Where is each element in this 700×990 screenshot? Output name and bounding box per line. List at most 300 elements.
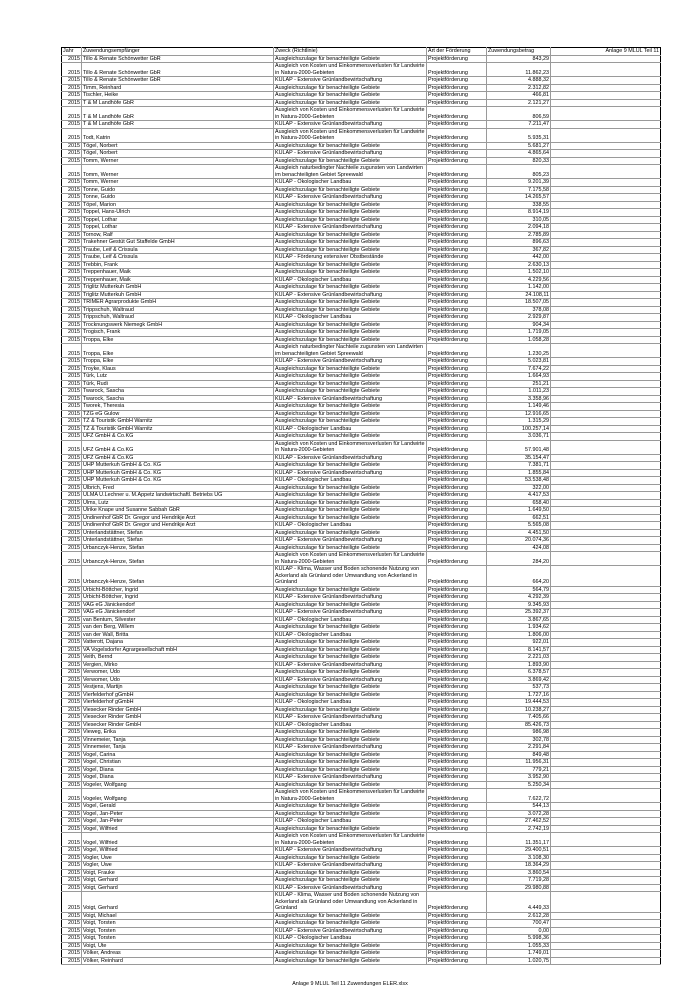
cell-recipient: Tillo & Renate Schönwetter GbR bbox=[82, 55, 274, 63]
cell-amount: 3.072,28 bbox=[487, 810, 551, 818]
cell-empty bbox=[551, 477, 661, 485]
cell-purpose: KULAP - Ökologischer Landbau bbox=[274, 314, 427, 322]
cell-recipient: Türk, Rudi bbox=[82, 380, 274, 388]
column-header-funding-type: Art der Förderung bbox=[427, 48, 487, 56]
cell-recipient: UHP Mutterkuh GmbH & Co. KG bbox=[82, 462, 274, 470]
cell-funding-type: Projektförderung bbox=[427, 833, 487, 847]
cell-empty bbox=[551, 239, 661, 247]
cell-amount: 1.649,50 bbox=[487, 507, 551, 515]
cell-recipient: Twarock, Sascha bbox=[82, 388, 274, 396]
cell-empty bbox=[551, 877, 661, 885]
cell-recipient: Vinnemeier, Tanja bbox=[82, 744, 274, 752]
cell-year: 2015 bbox=[62, 321, 82, 329]
cell-purpose: KULAP - Extensive Grünlandbewirtschaftung bbox=[274, 661, 427, 669]
table-row bbox=[62, 825, 661, 833]
cell-year: 2015 bbox=[62, 833, 82, 847]
cell-amount: 1.058,28 bbox=[487, 336, 551, 344]
cell-purpose: Ausgleichszulage für benachteiligte Gebiete bbox=[274, 239, 427, 247]
cell-amount: 302,78 bbox=[487, 736, 551, 744]
cell-funding-type: Projektförderung bbox=[427, 594, 487, 602]
cell-empty bbox=[551, 684, 661, 692]
cell-funding-type: Projektförderung bbox=[427, 714, 487, 722]
cell-year: 2015 bbox=[62, 818, 82, 826]
cell-empty bbox=[551, 699, 661, 707]
cell-recipient: Vergien, Mirko bbox=[82, 661, 274, 669]
cell-recipient: Trebbin, Frank bbox=[82, 261, 274, 269]
cell-year: 2015 bbox=[62, 299, 82, 307]
cell-recipient: Viesecker Rinder GmbH bbox=[82, 706, 274, 714]
table-row bbox=[62, 194, 661, 202]
cell-purpose: Ausgleich von Kosten und Einkommensverlusten für Landwirte in Natura-2000-Gebieten bbox=[275, 552, 425, 565]
cell-recipient: Verwomer, Udo bbox=[82, 676, 274, 684]
cell-amount: 18.507,05 bbox=[487, 299, 551, 307]
table-row bbox=[62, 410, 661, 418]
cell-empty bbox=[551, 529, 661, 537]
cell-purpose: KULAP - Extensive Grünlandbewirtschaftung bbox=[274, 927, 427, 935]
cell-recipient: VAG eG Jänickendorf bbox=[82, 609, 274, 617]
cell-purpose: Ausgleichszulage für benachteiligte Gebiete bbox=[274, 462, 427, 470]
cell-amount: 779,21 bbox=[487, 766, 551, 774]
cell-empty bbox=[551, 751, 661, 759]
cell-recipient: Treppenhauer, Maik bbox=[82, 269, 274, 277]
cell-year: 2015 bbox=[62, 336, 82, 344]
cell-empty bbox=[551, 566, 661, 587]
cell-amount: 1.749,01 bbox=[487, 950, 551, 958]
cell-funding-type: Projektförderung bbox=[427, 789, 487, 803]
cell-amount: 4.229,56 bbox=[487, 276, 551, 284]
table-row bbox=[62, 418, 661, 426]
cell-funding-type: Projektförderung bbox=[427, 774, 487, 782]
cell-funding-type: Projektförderung bbox=[427, 246, 487, 254]
cell-purpose: Ausgleichszulage für benachteiligte Gebiete bbox=[274, 269, 427, 277]
cell-year: 2015 bbox=[62, 492, 82, 500]
cell-recipient: Vogel, Jan-Peter bbox=[82, 810, 274, 818]
table-row bbox=[62, 165, 661, 179]
cell-purpose: Ausgleichszulage für benachteiligte Gebiete bbox=[274, 261, 427, 269]
cell-purpose: KULAP - Klima, Wasser und Boden schonende Nutzung von Ackerland als Grünland oder Umwandlung von Ackerland in Grünland bbox=[274, 566, 427, 587]
table-row bbox=[62, 706, 661, 714]
cell-year: 2015 bbox=[62, 699, 82, 707]
cell-funding-type: Projektförderung bbox=[427, 869, 487, 877]
table-row bbox=[62, 299, 661, 307]
table-row bbox=[62, 869, 661, 877]
cell-amount: 700,47 bbox=[487, 920, 551, 928]
cell-amount: 3.036,71 bbox=[487, 433, 551, 441]
cell-empty bbox=[551, 388, 661, 396]
cell-year: 2015 bbox=[62, 403, 82, 411]
cell-recipient: Tomm, Werner bbox=[82, 165, 274, 179]
cell-funding-type: Projektförderung bbox=[427, 306, 487, 314]
cell-purpose: Ausgleichszulage für benachteiligte Gebiete bbox=[274, 492, 427, 500]
cell-empty bbox=[551, 774, 661, 782]
cell-funding-type: Projektförderung bbox=[427, 121, 487, 129]
cell-empty bbox=[551, 55, 661, 63]
cell-amount: 7.719,28 bbox=[487, 877, 551, 885]
table-row bbox=[62, 774, 661, 782]
cell-purpose: KULAP - Extensive Grünlandbewirtschaftung bbox=[274, 537, 427, 545]
cell-amount: 378,08 bbox=[487, 306, 551, 314]
cell-funding-type: Projektförderung bbox=[427, 99, 487, 107]
cell-purpose: KULAP - Extensive Grünlandbewirtschaftung bbox=[274, 862, 427, 870]
table-row bbox=[62, 121, 661, 129]
cell-amount: 806,59 bbox=[487, 107, 551, 121]
cell-funding-type: Projektförderung bbox=[427, 818, 487, 826]
cell-empty bbox=[551, 884, 661, 892]
cell-empty bbox=[551, 329, 661, 337]
cell-year: 2015 bbox=[62, 269, 82, 277]
cell-purpose: KULAP - Extensive Grünlandbewirtschaftung bbox=[274, 224, 427, 232]
cell-funding-type: Projektförderung bbox=[427, 440, 487, 454]
cell-recipient: Vogel, Diana bbox=[82, 766, 274, 774]
cell-empty bbox=[551, 418, 661, 426]
cell-empty bbox=[551, 544, 661, 552]
cell-empty bbox=[551, 194, 661, 202]
cell-year: 2015 bbox=[62, 736, 82, 744]
cell-recipient: Troppa, Elke bbox=[82, 344, 274, 358]
cell-empty bbox=[551, 433, 661, 441]
funding-table-body bbox=[62, 48, 661, 965]
cell-amount: 3.108,30 bbox=[487, 854, 551, 862]
cell-purpose: Ausgleichszulage für benachteiligte Gebiete bbox=[274, 388, 427, 396]
cell-purpose: Ausgleichszulage für benachteiligte Gebiete bbox=[274, 869, 427, 877]
cell-year: 2015 bbox=[62, 507, 82, 515]
cell-amount: 10.238,27 bbox=[487, 706, 551, 714]
cell-empty bbox=[551, 594, 661, 602]
table-row bbox=[62, 631, 661, 639]
table-row bbox=[62, 616, 661, 624]
cell-recipient: TZ & Touristik GmbH Warnitz bbox=[82, 418, 274, 426]
cell-funding-type: Projektförderung bbox=[427, 201, 487, 209]
table-row bbox=[62, 586, 661, 594]
cell-funding-type: Projektförderung bbox=[427, 314, 487, 322]
table-row bbox=[62, 789, 661, 803]
cell-funding-type: Projektförderung bbox=[427, 499, 487, 507]
cell-empty bbox=[551, 942, 661, 950]
table-row bbox=[62, 766, 661, 774]
cell-recipient: UFZ GmbH & Co.KG bbox=[82, 454, 274, 462]
cell-year: 2015 bbox=[62, 862, 82, 870]
cell-year: 2015 bbox=[62, 373, 82, 381]
cell-recipient: Vieweg, Erika bbox=[82, 729, 274, 737]
cell-funding-type: Projektförderung bbox=[427, 477, 487, 485]
cell-empty bbox=[551, 336, 661, 344]
cell-recipient: Tischler, Heike bbox=[82, 92, 274, 100]
table-row bbox=[62, 484, 661, 492]
table-row bbox=[62, 261, 661, 269]
cell-recipient: Voigt, Michael bbox=[82, 912, 274, 920]
cell-amount: 11.862,23 bbox=[487, 63, 551, 77]
cell-purpose: Ausgleichszulage für benachteiligte Gebiete bbox=[274, 99, 427, 107]
cell-year: 2015 bbox=[62, 157, 82, 165]
cell-empty bbox=[551, 107, 661, 121]
table-row bbox=[62, 654, 661, 662]
cell-purpose: KULAP - Extensive Grünlandbewirtschaftung bbox=[274, 676, 427, 684]
cell-amount: 338,55 bbox=[487, 201, 551, 209]
cell-purpose: Ausgleichszulage für benachteiligte Gebiete bbox=[274, 84, 427, 92]
cell-amount: 5.998,36 bbox=[487, 935, 551, 943]
table-row bbox=[62, 380, 661, 388]
cell-year: 2015 bbox=[62, 594, 82, 602]
cell-amount: 4.449,33 bbox=[487, 892, 551, 913]
cell-funding-type: Projektförderung bbox=[427, 729, 487, 737]
table-row bbox=[62, 729, 661, 737]
cell-empty bbox=[551, 654, 661, 662]
column-header-purpose: Zweck (Richtlinie) bbox=[274, 48, 427, 56]
cell-amount: 14.265,57 bbox=[487, 194, 551, 202]
column-header-recipient: Zuwendungsempfänger bbox=[82, 48, 274, 56]
table-row bbox=[62, 462, 661, 470]
table-row bbox=[62, 935, 661, 943]
cell-funding-type: Projektförderung bbox=[427, 291, 487, 299]
cell-recipient: Urbanczyk-Henze, Stefan bbox=[82, 544, 274, 552]
cell-recipient: Ulrike Knape und Susanne Sabbah GbR bbox=[82, 507, 274, 515]
cell-purpose: Ausgleichszulage für benachteiligte Gebiete bbox=[274, 186, 427, 194]
table-row bbox=[62, 344, 661, 358]
cell-purpose: Ausgleichszulage für benachteiligte Gebiete bbox=[274, 321, 427, 329]
cell-year: 2015 bbox=[62, 950, 82, 958]
cell-purpose: Ausgleichszulage für benachteiligte Gebiete bbox=[274, 507, 427, 515]
cell-recipient: Undinenhof GbR Dr. Gregor und Hendrikje Arzt bbox=[82, 514, 274, 522]
cell-amount: 2.630,13 bbox=[487, 261, 551, 269]
cell-empty bbox=[551, 142, 661, 150]
cell-recipient: Trocknungswerk Niemegk GmbH bbox=[82, 321, 274, 329]
cell-funding-type: Projektförderung bbox=[427, 920, 487, 928]
cell-amount: 29.980,88 bbox=[487, 884, 551, 892]
cell-recipient: van den Berg, Willem bbox=[82, 624, 274, 632]
cell-purpose: Ausgleichszulage für benachteiligte Gebiete bbox=[274, 803, 427, 811]
cell-empty bbox=[551, 150, 661, 158]
cell-purpose: KULAP - Ökologischer Landbau bbox=[274, 425, 427, 433]
cell-funding-type: Projektförderung bbox=[427, 669, 487, 677]
cell-amount: 11.956,31 bbox=[487, 759, 551, 767]
table-row bbox=[62, 150, 661, 158]
cell-purpose: Ausgleichszulage für benachteiligte Gebiete bbox=[274, 55, 427, 63]
cell-empty bbox=[551, 927, 661, 935]
cell-empty bbox=[551, 373, 661, 381]
table-row bbox=[62, 254, 661, 262]
cell-recipient: Töpel, Marion bbox=[82, 201, 274, 209]
cell-funding-type: Projektförderung bbox=[427, 601, 487, 609]
cell-purpose: Ausgleichszulage für benachteiligte Gebiete bbox=[274, 157, 427, 165]
table-row bbox=[62, 373, 661, 381]
cell-purpose: KULAP - Extensive Grünlandbewirtschaftung bbox=[274, 609, 427, 617]
cell-year: 2015 bbox=[62, 957, 82, 965]
table-row bbox=[62, 862, 661, 870]
cell-funding-type: Projektförderung bbox=[427, 321, 487, 329]
cell-purpose: KULAP - Ökologischer Landbau bbox=[274, 699, 427, 707]
cell-year: 2015 bbox=[62, 942, 82, 950]
cell-amount: 5.023,81 bbox=[487, 358, 551, 366]
cell-purpose: Ausgleichszulage für benachteiligte Gebiete bbox=[274, 825, 427, 833]
table-row bbox=[62, 469, 661, 477]
cell-year: 2015 bbox=[62, 529, 82, 537]
table-row bbox=[62, 609, 661, 617]
cell-purpose: Ausgleichszulage für benachteiligte Gebiete bbox=[274, 950, 427, 958]
cell-recipient: Treppenhauer, Maik bbox=[82, 276, 274, 284]
table-row bbox=[62, 492, 661, 500]
cell-empty bbox=[551, 646, 661, 654]
cell-year: 2015 bbox=[62, 291, 82, 299]
cell-empty bbox=[551, 92, 661, 100]
table-row bbox=[62, 403, 661, 411]
cell-empty bbox=[551, 246, 661, 254]
cell-year: 2015 bbox=[62, 224, 82, 232]
table-row bbox=[62, 224, 661, 232]
cell-purpose: Ausgleichszulage für benachteiligte Gebiete bbox=[274, 484, 427, 492]
cell-year: 2015 bbox=[62, 388, 82, 396]
cell-year: 2015 bbox=[62, 63, 82, 77]
cell-amount: 849,48 bbox=[487, 751, 551, 759]
cell-year: 2015 bbox=[62, 884, 82, 892]
cell-year: 2015 bbox=[62, 484, 82, 492]
cell-purpose: Ausgleichszulage für benachteiligte Gebiete bbox=[274, 380, 427, 388]
cell-purpose: KULAP - Ökologischer Landbau bbox=[274, 935, 427, 943]
cell-purpose: Ausgleichszulage für benachteiligte Gebiete bbox=[274, 142, 427, 150]
cell-purpose: Ausgleich von Kosten und Einkommensverlusten für Landwirte in Natura-2000-Gebieten bbox=[275, 833, 425, 846]
cell-purpose: KULAP - Extensive Grünlandbewirtschaftung bbox=[274, 454, 427, 462]
table-row bbox=[62, 276, 661, 284]
cell-empty bbox=[551, 920, 661, 928]
cell-recipient: VA Vogelsdorfer Agrargesellschaft mbH bbox=[82, 646, 274, 654]
cell-funding-type: Projektförderung bbox=[427, 179, 487, 187]
cell-amount: 1.855,84 bbox=[487, 469, 551, 477]
table-row bbox=[62, 751, 661, 759]
cell-empty bbox=[551, 299, 661, 307]
cell-amount: 2.312,82 bbox=[487, 84, 551, 92]
cell-amount: 466,81 bbox=[487, 92, 551, 100]
cell-funding-type: Projektförderung bbox=[427, 877, 487, 885]
cell-amount: 2.612,28 bbox=[487, 912, 551, 920]
cell-empty bbox=[551, 380, 661, 388]
cell-empty bbox=[551, 403, 661, 411]
cell-year: 2015 bbox=[62, 469, 82, 477]
table-row bbox=[62, 661, 661, 669]
cell-year: 2015 bbox=[62, 239, 82, 247]
cell-year: 2015 bbox=[62, 77, 82, 85]
cell-funding-type: Projektförderung bbox=[427, 433, 487, 441]
cell-funding-type: Projektförderung bbox=[427, 128, 487, 142]
cell-recipient: Vatterott, Dajana bbox=[82, 639, 274, 647]
cell-recipient: Troppa, Elke bbox=[82, 358, 274, 366]
cell-empty bbox=[551, 314, 661, 322]
cell-funding-type: Projektförderung bbox=[427, 736, 487, 744]
cell-amount: 658,40 bbox=[487, 499, 551, 507]
cell-funding-type: Projektförderung bbox=[427, 194, 487, 202]
cell-recipient: Tomm, Werner bbox=[82, 157, 274, 165]
cell-funding-type: Projektförderung bbox=[427, 935, 487, 943]
cell-recipient: T & M Landhöfe GbR bbox=[82, 99, 274, 107]
cell-funding-type: Projektförderung bbox=[427, 522, 487, 530]
table-row bbox=[62, 179, 661, 187]
cell-recipient: Vogel, Diana bbox=[82, 774, 274, 782]
cell-empty bbox=[551, 306, 661, 314]
cell-amount: 19.444,53 bbox=[487, 699, 551, 707]
cell-year: 2015 bbox=[62, 194, 82, 202]
cell-funding-type: Projektförderung bbox=[427, 365, 487, 373]
cell-amount: 537,73 bbox=[487, 684, 551, 692]
cell-recipient: Viesecker Rinder GmbH bbox=[82, 714, 274, 722]
table-row bbox=[62, 142, 661, 150]
cell-purpose: Ausgleichszulage für benachteiligte Gebiete bbox=[274, 810, 427, 818]
cell-purpose: Ausgleich von Kosten und Einkommensverlusten für Landwirte in Natura-2000-Gebieten bbox=[275, 128, 425, 141]
cell-purpose: Ausgleichszulage für benachteiligte Gebiete bbox=[274, 403, 427, 411]
cell-year: 2015 bbox=[62, 912, 82, 920]
cell-amount: 662,51 bbox=[487, 514, 551, 522]
cell-purpose: Ausgleichszulage für benachteiligte Gebiete bbox=[274, 920, 427, 928]
cell-recipient: Voigt, Torsten bbox=[82, 935, 274, 943]
cell-amount: 2.785,89 bbox=[487, 231, 551, 239]
cell-recipient: Urbicht-Böttcher, Ingrid bbox=[82, 594, 274, 602]
table-header-row bbox=[62, 48, 661, 56]
cell-funding-type: Projektförderung bbox=[427, 484, 487, 492]
cell-empty bbox=[551, 892, 661, 913]
cell-amount: 2.121,27 bbox=[487, 99, 551, 107]
cell-amount: 3.867,65 bbox=[487, 616, 551, 624]
cell-empty bbox=[551, 63, 661, 77]
cell-empty bbox=[551, 935, 661, 943]
table-row bbox=[62, 201, 661, 209]
cell-funding-type: Projektförderung bbox=[427, 373, 487, 381]
cell-empty bbox=[551, 818, 661, 826]
cell-amount: 35.154,47 bbox=[487, 454, 551, 462]
cell-funding-type: Projektförderung bbox=[427, 552, 487, 566]
cell-amount: 1.149,46 bbox=[487, 403, 551, 411]
cell-amount: 6.378,57 bbox=[487, 669, 551, 677]
cell-empty bbox=[551, 721, 661, 729]
cell-year: 2015 bbox=[62, 454, 82, 462]
cell-year: 2015 bbox=[62, 254, 82, 262]
table-row bbox=[62, 55, 661, 63]
cell-empty bbox=[551, 128, 661, 142]
cell-recipient: Verwomer, Udo bbox=[82, 669, 274, 677]
cell-funding-type: Projektförderung bbox=[427, 661, 487, 669]
cell-amount: 7.405,66 bbox=[487, 714, 551, 722]
cell-recipient: T & M Landhöfe GbR bbox=[82, 107, 274, 121]
cell-year: 2015 bbox=[62, 418, 82, 426]
cell-funding-type: Projektförderung bbox=[427, 825, 487, 833]
table-row bbox=[62, 529, 661, 537]
cell-empty bbox=[551, 321, 661, 329]
cell-purpose: Ausgleichszulage für benachteiligte Gebiete bbox=[274, 877, 427, 885]
cell-funding-type: Projektförderung bbox=[427, 847, 487, 855]
cell-empty bbox=[551, 781, 661, 789]
cell-purpose: Ausgleichszulage für benachteiligte Gebiete bbox=[274, 654, 427, 662]
cell-empty bbox=[551, 77, 661, 85]
footer-filename: Anlage 9 MLUL Teil 11 Zuwendungen ELER.xlsx bbox=[292, 981, 408, 987]
cell-year: 2015 bbox=[62, 514, 82, 522]
cell-amount: 2.929,87 bbox=[487, 314, 551, 322]
cell-recipient: Vogel, Gerald bbox=[82, 803, 274, 811]
table-row bbox=[62, 499, 661, 507]
cell-funding-type: Projektförderung bbox=[427, 284, 487, 292]
cell-empty bbox=[551, 425, 661, 433]
cell-funding-type: Projektförderung bbox=[427, 276, 487, 284]
cell-purpose: Ausgleichszulage für benachteiligte Gebiete bbox=[274, 499, 427, 507]
cell-funding-type: Projektförderung bbox=[427, 537, 487, 545]
cell-recipient: UHP Mutterkuh GmbH & Co. KG bbox=[82, 469, 274, 477]
cell-amount: 664,20 bbox=[487, 566, 551, 587]
cell-year: 2015 bbox=[62, 314, 82, 322]
cell-purpose: Ausgleich naturbedingter Nachteile zugunsten von Landwirten im benachteiligten Gebiet Spreewald bbox=[274, 344, 427, 358]
cell-funding-type: Projektförderung bbox=[427, 410, 487, 418]
cell-empty bbox=[551, 440, 661, 454]
cell-amount: 1.142,00 bbox=[487, 284, 551, 292]
cell-year: 2015 bbox=[62, 751, 82, 759]
cell-empty bbox=[551, 276, 661, 284]
cell-year: 2015 bbox=[62, 847, 82, 855]
cell-empty bbox=[551, 365, 661, 373]
cell-funding-type: Projektförderung bbox=[427, 418, 487, 426]
